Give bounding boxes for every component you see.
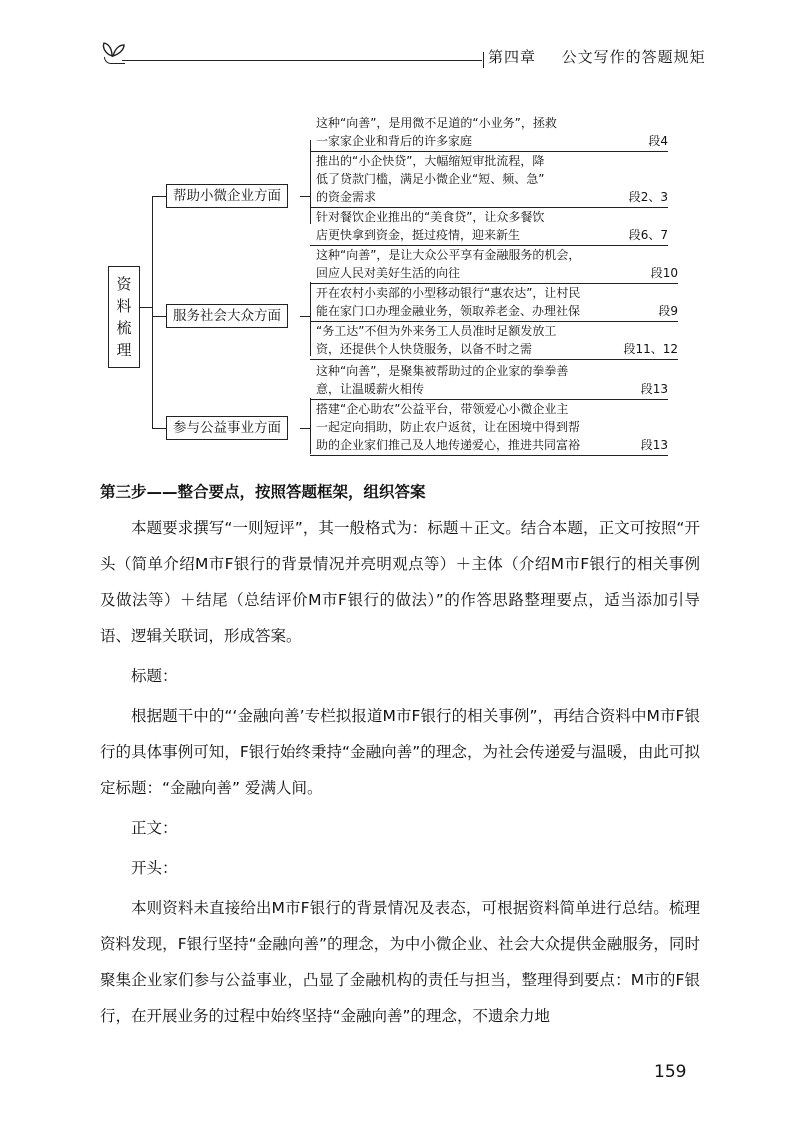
note-underline	[310, 359, 678, 360]
category-bracket	[310, 282, 311, 356]
category-charity: 参与公益事业方面	[166, 416, 288, 440]
note-underline	[310, 455, 668, 456]
note-item: 针对餐饮企业推出的“美食贷”，让众多餐饮 店更快拿到资金，挺过疫情，迎来新生 段6、7	[316, 210, 668, 242]
category-connector	[300, 316, 310, 317]
note-item: 这种“向善”，是用微不足道的“小业务”，拯救 一家家企业和背后的许多家庭 段4	[316, 116, 668, 148]
label-title: 标题：	[131, 667, 178, 685]
page-number: 159	[654, 1062, 687, 1082]
header-separator	[483, 52, 484, 68]
branch-connector	[152, 316, 166, 317]
paragraph: 本则资料未直接给出M市F银行的背景情况及表态，可根据资料简单进行总结。梳理资料发现，F银行坚持“金融向善”的理念，为中小微企业、社会大众提供金融服务，同时聚集企业家们参与公益事业，凸显了金融机构的责任与担当，整理得到要点：M市的F银行，在开展业务的过程中始终坚持“金融向善”的理念，不遗余力地	[100, 899, 700, 1025]
note-item: 这种“向善”，是聚集被帮助过的企业家的拳拳善 意，让温暖薪火相传 段13	[316, 364, 668, 396]
mindmap-root: 资料梳理	[108, 266, 140, 368]
category-bracket	[310, 398, 311, 454]
paragraph: 本题要求撰写“一则短评”，其一般格式为：标题＋正文。结合本题，正文可按照“开头（简单介绍M市F银行的背景情况并亮明观点等）＋主体（介绍M市F银行的相关事例及做法等）＋结尾（总结评价M市F银行的做法）”的作答思路整理要点，适当添加引导语、逻辑关联词，形成答案。	[100, 519, 700, 645]
paragraph-ref: 段4	[648, 134, 668, 148]
label-body: 正文：	[131, 819, 178, 837]
branch-connector	[152, 428, 166, 429]
body-text	[100, 474, 700, 1034]
label-opening: 开头：	[131, 859, 178, 877]
paragraph-ref: 段13	[640, 382, 668, 396]
chapter-number: 第四章	[488, 48, 537, 66]
paragraph-ref: 段10	[650, 266, 678, 280]
note-item: 搭建“企心助农”公益平台，带领爱心小微企业主 一起定向捐助，防止农户返贫，让在困境中得到帮 助的企业家们推己及人地传递爱心，推进共同富裕 段13	[316, 402, 668, 452]
category-connector	[300, 428, 310, 429]
running-header	[488, 46, 706, 67]
category-public-service: 服务社会大众方面	[166, 304, 288, 328]
paragraph-ref: 段13	[640, 438, 668, 452]
paragraph-ref: 段11、12	[623, 342, 678, 356]
note-item: 这种“向善”，是让大众公平享有金融服务的机会， 回应人民对美好生活的向往 段10	[316, 248, 678, 280]
root-trunk	[152, 196, 153, 428]
branch-connector	[152, 196, 166, 197]
root-connector	[140, 307, 152, 308]
header-rule	[122, 60, 482, 61]
category-small-business: 帮助小微企业方面	[166, 184, 288, 208]
note-item: 开在农村小卖部的小型移动银行“惠农达”，让村民 能在家门口办理金融业务，领取养老金、办理社保 段9	[316, 286, 678, 318]
paragraph-ref: 段2、3	[628, 190, 668, 204]
paragraph-ref: 段9	[658, 304, 678, 318]
step-heading: 第三步——整合要点，按照答题框架，组织答案	[100, 483, 426, 501]
category-connector	[300, 196, 310, 197]
chapter-title: 公文写作的答题规矩	[561, 48, 706, 66]
note-item: “务工达”不但为外来务工人员准时足额发放工 资，还提供个人快贷服务，以备不时之需 段11、12	[316, 324, 678, 356]
category-bracket	[310, 140, 311, 224]
note-item: 推出的“小企快贷”，大幅缩短审批流程，降 低了贷款门槛，满足小微企业“短、频、急” 的资金需求 段2、3	[316, 154, 668, 204]
paragraph: 根据题干中的“‘金融向善’专栏拟报道M市F银行的相关事例”，再结合资料中M市F银行的具体事例可知，F银行始终秉持“金融向善”的理念，为社会传递爱与温暖，由此可拟定标题：“金融向善” 爱满人间。	[100, 707, 700, 797]
paragraph-ref: 段6、7	[628, 228, 668, 242]
